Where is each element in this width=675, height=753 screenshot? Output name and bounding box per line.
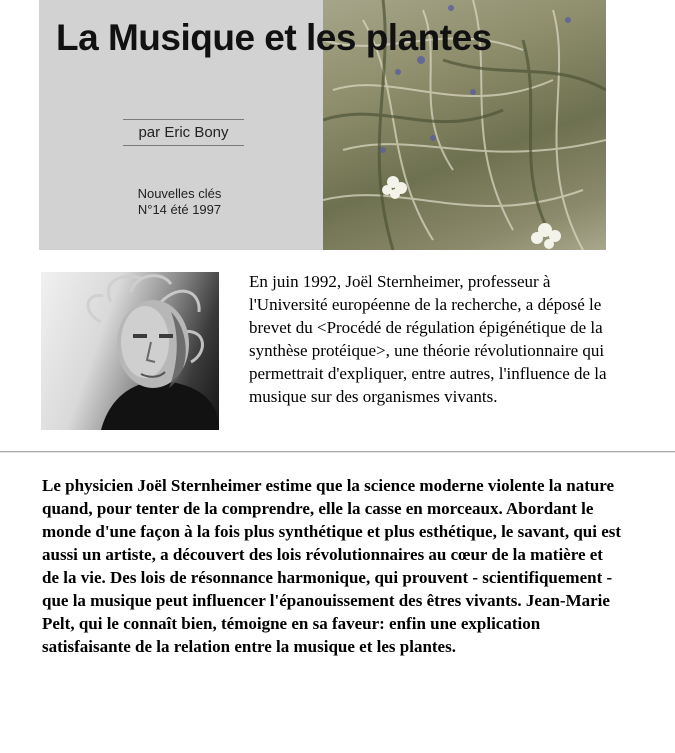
author-byline: par Eric Bony bbox=[123, 119, 244, 146]
publication-name: Nouvelles clés bbox=[137, 186, 222, 201]
publication-info bbox=[117, 186, 242, 218]
issue-number: N°14 été 1997 bbox=[137, 202, 222, 217]
header-banner bbox=[39, 0, 606, 250]
intro-paragraph: En juin 1992, Joël Sternheimer, professeur à l'Université européenne de la recherche, a déposé le brevet du <Procédé de régulation épigénétique de la synthèse protéique>, une théorie révolutionnaire qui permettrait d'expliquer, entre autres, l'influence de la musique sur des organismes vivants. bbox=[249, 272, 607, 406]
article-title: La Musique et les plantes bbox=[56, 17, 492, 58]
section-divider bbox=[0, 451, 675, 453]
lead-paragraph: Le physicien Joël Sternheimer estime que la science moderne violente la nature quand, pour tenter de la comprendre, elle la casse en morceaux. Abordant le monde d'une façon à la fois plus synthétique et plus esthétique, le savant, qui est aussi un artiste, a découvert des lois révolutionnaires au cœur de la matière et de la vie. Des lois de résonnance harmonique, qui prouvent - scientifiquement - que la musique peut influencer l'épanouissement des êtres vivants. Jean-Marie Pelt, qui le connaît bien, témoigne en sa faveur: enfin une explication satisfaisante de la relation entre la musique et les plantes. bbox=[42, 476, 622, 656]
portrait-illustration bbox=[41, 272, 219, 430]
author-portrait-photo bbox=[41, 272, 219, 430]
